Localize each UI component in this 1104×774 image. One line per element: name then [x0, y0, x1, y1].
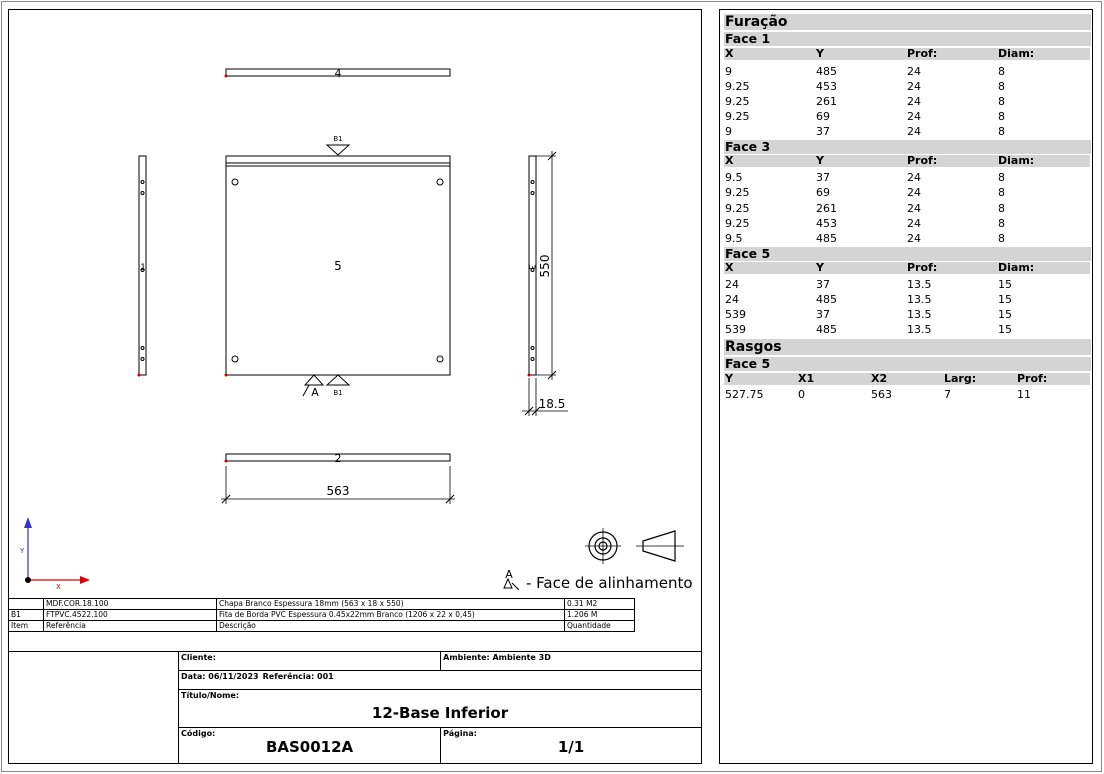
bottom-part-label: 2	[334, 452, 342, 465]
titulo-value: 12-Base Inferior	[371, 704, 509, 722]
table-row: 539 485 13.5 15	[725, 323, 1012, 336]
face-1-title: Face 1	[724, 32, 1091, 46]
table-row: 9 485 24 8	[725, 65, 1005, 78]
referencia-cell: MDF.COR.18.100	[44, 599, 217, 610]
hole-icon	[437, 179, 443, 185]
item-cell: B1	[9, 610, 44, 621]
face-5-header: X Y Prof: Diam:	[724, 262, 1090, 274]
table-row: 539 37 13.5 15	[725, 308, 1012, 321]
table-row: 9.25 69 24 8	[725, 110, 1005, 123]
edge-band-bottom-label: B1	[333, 389, 343, 397]
codigo-value: BAS0012A	[265, 738, 354, 756]
table-row: 9.25 453 24 8	[725, 217, 1005, 230]
left-part-label: 1	[140, 263, 146, 273]
titulo-label: Título/Nome:	[181, 691, 240, 700]
hole-icon	[232, 356, 238, 362]
table-row: 9 37 24 8	[725, 125, 1005, 138]
parts-list-table	[8, 598, 702, 632]
x-axis-label: X	[56, 583, 61, 591]
main-part-label: 5	[334, 259, 342, 273]
edge-band-top-icon	[327, 145, 349, 155]
quantidade-cell: 0.31 M2	[565, 599, 635, 610]
data-label: Data: 06/11/2023	[179, 671, 261, 690]
parts-list-row	[9, 599, 702, 610]
logo-area	[9, 652, 179, 764]
alignment-legend-marker: A	[505, 568, 513, 581]
table-row: 9.5 37 24 8	[725, 171, 1005, 184]
table-row: 24 485 13.5 15	[725, 293, 1012, 306]
item-header: Item	[9, 621, 44, 632]
edge-band-top-label: B1	[333, 135, 343, 143]
referencia-label: Referência: 001	[261, 671, 702, 690]
rasgos-face-title: Face 5	[724, 357, 1091, 371]
descricao-cell: Chapa Branco Espessura 18mm (563 x 18 x 550)	[217, 599, 565, 610]
table-row: 24 37 13.5 15	[725, 278, 1012, 291]
codigo-cell	[179, 728, 441, 764]
item-cell	[9, 599, 44, 610]
cliente-label: Cliente:	[179, 652, 441, 671]
title-block	[8, 651, 702, 764]
face-3-title: Face 3	[724, 140, 1091, 154]
right-part-label: 3	[526, 264, 536, 270]
face-1-header: X Y Prof: Diam:	[724, 48, 1090, 60]
alignment-triangle-icon	[305, 375, 323, 385]
descricao-header: Descrição	[217, 621, 565, 632]
titulo-cell	[179, 690, 702, 728]
alignment-marker-label: A	[311, 386, 319, 399]
codigo-label: Código:	[181, 729, 216, 738]
ambiente-label: Ambiente: Ambiente 3D	[441, 652, 702, 671]
machining-panel	[719, 9, 1093, 764]
y-axis-label: Y	[20, 547, 25, 555]
rasgos-header: Y X1 X2 Larg: Prof:	[724, 373, 1090, 385]
edge-band-bottom-icon	[327, 375, 349, 385]
table-row: 9.25 69 24 8	[725, 186, 1005, 199]
pagina-cell	[441, 728, 702, 764]
face-3-header: X Y Prof: Diam:	[724, 155, 1090, 167]
quantidade-header: Quantidade	[565, 621, 635, 632]
descricao-cell: Fita de Borda PVC Espessura 0.45x22mm Branco (1206 x 22 x 0,45)	[217, 610, 565, 621]
table-row: 9.25 261 24 8	[725, 202, 1005, 215]
top-part-label: 4	[334, 67, 342, 80]
dimension-thickness: 18.5	[538, 397, 566, 411]
face-5-title: Face 5	[724, 247, 1091, 261]
dimension-height: 550	[538, 254, 552, 278]
table-row: 9.25 261 24 8	[725, 95, 1005, 108]
table-row: 9.5 485 24 8	[725, 232, 1005, 245]
pagina-label: Página:	[443, 729, 477, 738]
parts-list-header	[9, 621, 702, 632]
hole-icon	[437, 356, 443, 362]
pagina-value: 1/1	[557, 738, 585, 756]
alignment-legend-text: - Face de alinhamento	[526, 574, 693, 592]
dimension-width: 563	[326, 484, 350, 498]
furacao-title: Furação	[724, 14, 1091, 30]
referencia-header: Referência	[44, 621, 217, 632]
quantidade-cell: 1.206 M	[565, 610, 635, 621]
hole-icon	[232, 179, 238, 185]
parts-list-row	[9, 610, 702, 621]
table-row: 527.75 0 563 7 11	[725, 388, 1031, 401]
table-row: 9.25 453 24 8	[725, 80, 1005, 93]
rasgos-title: Rasgos	[724, 339, 1091, 355]
referencia-cell: FTPVC.4522.100	[44, 610, 217, 621]
projection-symbol-icon	[585, 528, 684, 564]
